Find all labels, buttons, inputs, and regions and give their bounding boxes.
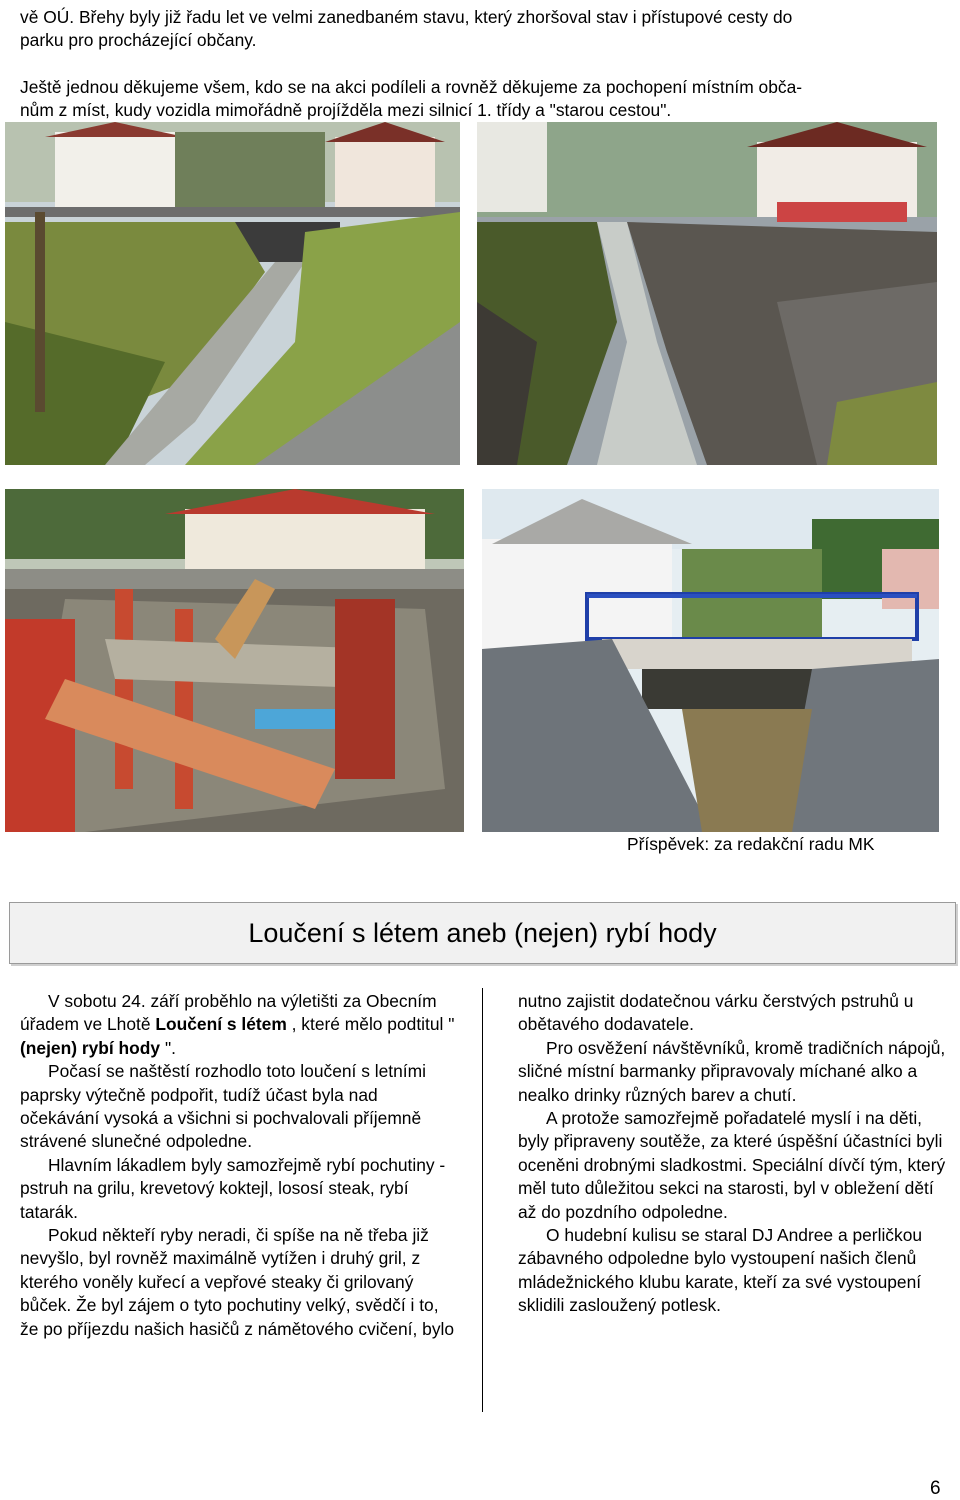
- photo-new-bridge: [482, 489, 939, 832]
- article-right-column: [518, 990, 946, 1318]
- article-title-box: [9, 902, 956, 964]
- left-p1-text-e: ".: [160, 1037, 176, 1058]
- left-paragraph-3: Hlavním lákadlem byly samozřejmě rybí pochutiny - pstruh na grilu, krevetový koktejl, lososí steak, rybí tatarák.: [20, 1154, 446, 1222]
- left-p1-bold-subtitle: (nejen) rybí hody: [20, 1037, 161, 1058]
- stream-excavation-icon: [477, 122, 937, 465]
- left-p1-text-c: , které mělo podtitul ": [286, 1014, 455, 1035]
- photo-caption: Příspěvek: za redakční radu MK: [627, 834, 875, 854]
- column-divider: [482, 988, 483, 1412]
- page-number: 6: [930, 1478, 941, 1499]
- right-paragraph-1: nutno zajistit dodatečnou várku čerstvých pstruhů u obětavého dodavatele.: [518, 991, 914, 1035]
- bridge-construction-icon: [5, 489, 464, 832]
- article-left-column: [20, 990, 460, 1341]
- left-paragraph-1: [20, 990, 460, 1060]
- intro-line-4: nům z míst, kudy vozidla mimořádně projížděla mezi silnicí 1. třídy a "starou cestou".: [20, 100, 672, 120]
- right-paragraph-2: Pro osvěžení návštěvníků, kromě tradičních nápojů, sličné místní barmanky připravovaly míchané alko a nealko drinky různých barev a chutí.: [518, 1037, 946, 1105]
- stream-before-icon: [5, 122, 460, 465]
- intro-line-3: Ještě jednou děkujeme všem, kdo se na akci podíleli a rovněž děkujeme za pochopení místním obča-: [20, 77, 803, 97]
- right-paragraph-4: O hudební kulisu se staral DJ Andree a perličkou zábavného odpoledne bylo vystoupení našich členů mládežnického klubu karate, kteří za své vystoupení sklidili zasloužený potlesk.: [518, 1225, 923, 1316]
- photo-stream-before: [5, 122, 460, 465]
- left-p1-bold-event: Loučení s létem: [155, 1014, 287, 1035]
- intro-line-2: parku pro procházející občany.: [20, 30, 257, 50]
- photo-bridge-construction: [5, 489, 464, 832]
- left-paragraph-4: Pokud někteří ryby neradi, či spíše na ně třeba již nevyšlo, byl rovněž maximálně vytížen i druhý gril, z kterého voněly kuřecí a vepřové steaky či grilovaný bůček. Že byl zájem o tyto pochutiny velký, svědčí i to, že po příjezdu našich hasičů z námětového cvičení, bylo: [20, 1225, 455, 1339]
- article-title: Loučení s létem aneb (nejen) rybí hody: [248, 918, 717, 948]
- left-paragraph-2: Počasí se naštěstí rozhodlo toto loučení s letními paprsky výtečně podpořit, tudíž účast byla nad očekávání vysoká a všichni si pochvalovali příjemně strávené slunečné odpoledne.: [20, 1061, 426, 1152]
- intro-line-1: vě OÚ. Břehy byly již řadu let ve velmi zanedbaném stavu, který zhoršoval stav i přístupové cesty do: [20, 7, 793, 27]
- right-paragraph-3: A protože samozřejmě pořadatelé myslí i na děti, byly připraveny soutěže, za které úspěšní účastníci byli oceněni drobnými sladkostmi. Speciální dívčí tým, který měl tuto důležitou sekci na starosti, byl v obležení dětí až do pozdního odpoledne.: [518, 1108, 946, 1222]
- photo-stream-excavation: [477, 122, 937, 465]
- new-bridge-icon: [482, 489, 939, 832]
- left-p1-text-a: V sobotu 24. září proběhlo na výletišti za Obecním úřadem ve Lhotě: [20, 991, 437, 1035]
